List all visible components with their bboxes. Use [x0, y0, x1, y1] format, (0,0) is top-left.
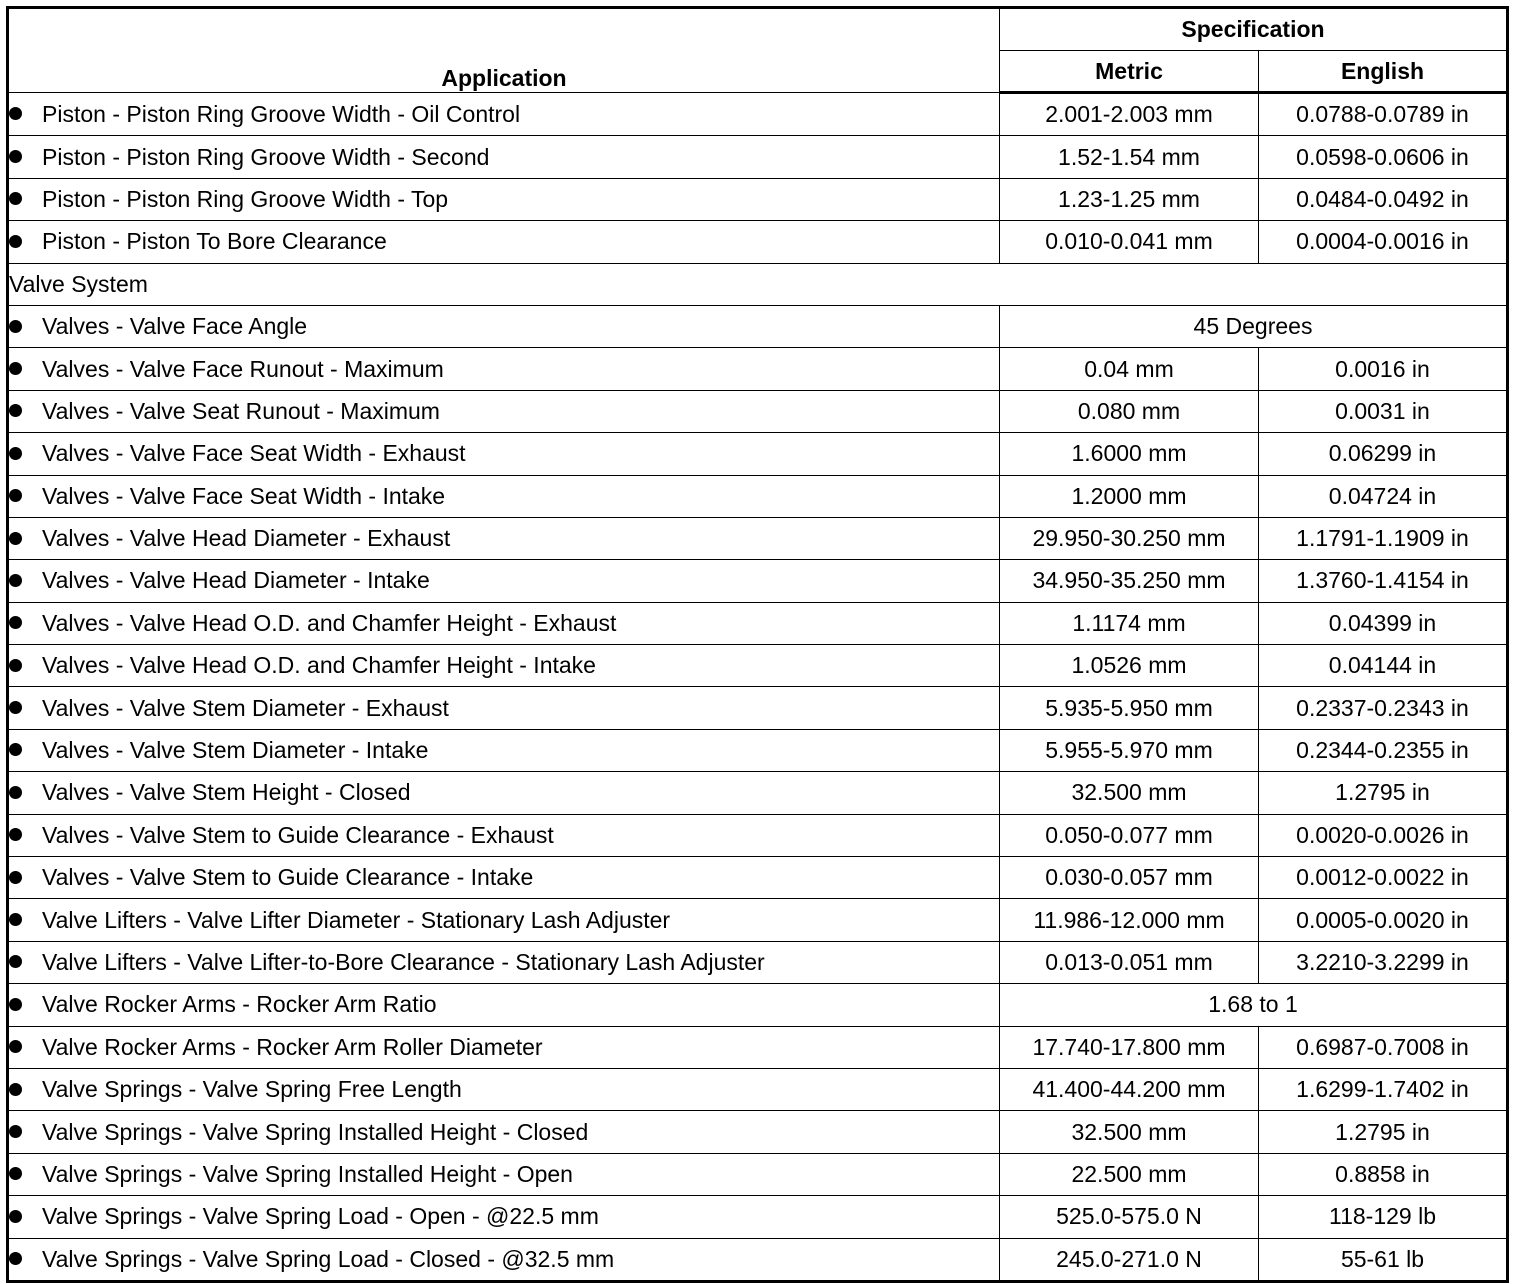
- bullet-icon: [9, 1125, 22, 1138]
- application-text: Valves - Valve Face Seat Width - Exhaust: [42, 440, 466, 467]
- application-cell: [8, 772, 1000, 814]
- english-cell: 0.04399 in: [1259, 602, 1508, 644]
- header-application: Application: [8, 8, 1000, 93]
- metric-cell: 32.500 mm: [1000, 1111, 1259, 1153]
- table-row: [8, 560, 1508, 602]
- application-cell: [8, 1196, 1000, 1238]
- table-row: [8, 136, 1508, 178]
- application-cell: [8, 433, 1000, 475]
- bullet-icon: [9, 998, 22, 1011]
- bullet-icon: [9, 532, 22, 545]
- table-row: [8, 645, 1508, 687]
- application-cell: [8, 517, 1000, 559]
- bullet-icon: [9, 701, 22, 714]
- application-cell: [8, 93, 1000, 136]
- table-row: [8, 899, 1508, 941]
- header-metric: Metric: [1000, 51, 1259, 93]
- application-text: Valves - Valve Head Diameter - Intake: [42, 567, 430, 594]
- application-text: Valves - Valve Seat Runout - Maximum: [42, 397, 440, 424]
- table-row: [8, 772, 1508, 814]
- bullet-icon: [9, 955, 22, 968]
- application-cell: [8, 390, 1000, 432]
- metric-cell: 1.52-1.54 mm: [1000, 136, 1259, 178]
- bullet-icon: [9, 828, 22, 841]
- english-cell: 3.2210-3.2299 in: [1259, 941, 1508, 983]
- table-row: [8, 390, 1508, 432]
- application-cell: [8, 1111, 1000, 1153]
- table-row: [8, 1068, 1508, 1110]
- english-cell: 0.04724 in: [1259, 475, 1508, 517]
- application-cell: [8, 687, 1000, 729]
- english-cell: 0.2337-0.2343 in: [1259, 687, 1508, 729]
- table-row: [8, 178, 1508, 220]
- application-cell: [8, 984, 1000, 1026]
- table-row: [8, 1238, 1508, 1281]
- application-text: Valves - Valve Head O.D. and Chamfer Height - Intake: [42, 652, 596, 679]
- metric-cell: 1.2000 mm: [1000, 475, 1259, 517]
- bullet-icon: [9, 786, 22, 799]
- metric-cell: 5.955-5.970 mm: [1000, 729, 1259, 771]
- bullet-icon: [9, 447, 22, 460]
- english-cell: 55-61 lb: [1259, 1238, 1508, 1281]
- bullet-icon: [9, 1252, 22, 1265]
- header-specification: Specification: [1000, 8, 1508, 51]
- table-row: [8, 941, 1508, 983]
- table-row: [8, 475, 1508, 517]
- application-text: Piston - Piston Ring Groove Width - Second: [42, 143, 490, 170]
- metric-cell: 34.950-35.250 mm: [1000, 560, 1259, 602]
- metric-cell: 1.0526 mm: [1000, 645, 1259, 687]
- metric-cell: 29.950-30.250 mm: [1000, 517, 1259, 559]
- bullet-icon: [9, 1040, 22, 1053]
- application-text: Valves - Valve Stem to Guide Clearance - Exhaust: [42, 821, 554, 848]
- english-cell: 0.0788-0.0789 in: [1259, 93, 1508, 136]
- table-row: [8, 433, 1508, 475]
- application-text: Valve Springs - Valve Spring Installed Height - Open: [42, 1160, 573, 1187]
- english-cell: 0.0598-0.0606 in: [1259, 136, 1508, 178]
- metric-cell: 22.500 mm: [1000, 1153, 1259, 1195]
- application-cell: [8, 857, 1000, 899]
- english-cell: 0.8858 in: [1259, 1153, 1508, 1195]
- application-cell: [8, 814, 1000, 856]
- table-row: [8, 602, 1508, 644]
- metric-cell: 0.050-0.077 mm: [1000, 814, 1259, 856]
- table-row: [8, 687, 1508, 729]
- application-cell: [8, 475, 1000, 517]
- metric-cell: 17.740-17.800 mm: [1000, 1026, 1259, 1068]
- bullet-icon: [9, 107, 22, 120]
- metric-cell: 1.1174 mm: [1000, 602, 1259, 644]
- table-row: [8, 221, 1508, 263]
- metric-cell: 0.010-0.041 mm: [1000, 221, 1259, 263]
- application-cell: [8, 136, 1000, 178]
- table-row: [8, 1196, 1508, 1238]
- application-text: Valves - Valve Stem Height - Closed: [42, 779, 411, 806]
- application-text: Valve Springs - Valve Spring Free Length: [42, 1076, 462, 1103]
- table-row: [8, 305, 1508, 347]
- header-english: English: [1259, 51, 1508, 93]
- english-cell: 0.04144 in: [1259, 645, 1508, 687]
- metric-cell: 0.04 mm: [1000, 348, 1259, 390]
- application-cell: [8, 729, 1000, 771]
- english-cell: 1.1791-1.1909 in: [1259, 517, 1508, 559]
- table-row: [8, 1026, 1508, 1068]
- metric-cell: 11.986-12.000 mm: [1000, 899, 1259, 941]
- application-text: Valves - Valve Stem to Guide Clearance - Intake: [42, 864, 534, 891]
- application-cell: [8, 221, 1000, 263]
- english-cell: 0.0016 in: [1259, 348, 1508, 390]
- table-body: [8, 93, 1508, 1282]
- application-cell: [8, 1026, 1000, 1068]
- english-cell: 0.0484-0.0492 in: [1259, 178, 1508, 220]
- application-cell: [8, 348, 1000, 390]
- application-text: Valves - Valve Face Angle: [42, 313, 308, 340]
- table-row: [8, 1153, 1508, 1195]
- application-cell: [8, 178, 1000, 220]
- table-row: [8, 1111, 1508, 1153]
- section-title: Valve System: [8, 263, 1508, 305]
- application-text: Valve Springs - Valve Spring Installed Height - Closed: [42, 1118, 589, 1145]
- english-cell: 1.2795 in: [1259, 1111, 1508, 1153]
- english-cell: 1.6299-1.7402 in: [1259, 1068, 1508, 1110]
- bullet-icon: [9, 1083, 22, 1096]
- english-cell: 0.6987-0.7008 in: [1259, 1026, 1508, 1068]
- english-cell: 118-129 lb: [1259, 1196, 1508, 1238]
- bullet-icon: [9, 362, 22, 375]
- metric-cell: 245.0-271.0 N: [1000, 1238, 1259, 1281]
- table-row: [8, 93, 1508, 136]
- english-cell: 0.0031 in: [1259, 390, 1508, 432]
- metric-cell: 0.013-0.051 mm: [1000, 941, 1259, 983]
- metric-cell: 1.23-1.25 mm: [1000, 178, 1259, 220]
- application-cell: [8, 899, 1000, 941]
- application-text: Valve Rocker Arms - Rocker Arm Roller Diameter: [42, 1033, 543, 1060]
- application-text: Piston - Piston To Bore Clearance: [42, 228, 387, 255]
- metric-cell: 0.030-0.057 mm: [1000, 857, 1259, 899]
- table-row: [8, 517, 1508, 559]
- section-row: [8, 263, 1508, 305]
- metric-cell: 5.935-5.950 mm: [1000, 687, 1259, 729]
- application-cell: [8, 602, 1000, 644]
- application-cell: [8, 1238, 1000, 1281]
- application-text: Valves - Valve Head O.D. and Chamfer Height - Exhaust: [42, 609, 617, 636]
- bullet-icon: [9, 404, 22, 417]
- metric-cell: 2.001-2.003 mm: [1000, 93, 1259, 136]
- english-cell: 0.0004-0.0016 in: [1259, 221, 1508, 263]
- metric-cell: 41.400-44.200 mm: [1000, 1068, 1259, 1110]
- specification-table: [6, 6, 1509, 1283]
- bullet-icon: [9, 616, 22, 629]
- spec-table-container: [6, 6, 1509, 1283]
- application-text: Valve Lifters - Valve Lifter-to-Bore Clearance - Stationary Lash Adjuster: [42, 949, 765, 975]
- bullet-icon: [9, 1167, 22, 1180]
- metric-cell: 32.500 mm: [1000, 772, 1259, 814]
- english-cell: 0.0012-0.0022 in: [1259, 857, 1508, 899]
- metric-cell: 525.0-575.0 N: [1000, 1196, 1259, 1238]
- application-text: Valves - Valve Face Seat Width - Intake: [42, 482, 446, 509]
- spec-value-cell: 1.68 to 1: [1000, 984, 1508, 1026]
- application-text: Valves - Valve Stem Diameter - Intake: [42, 737, 429, 764]
- application-cell: [8, 305, 1000, 347]
- english-cell: 1.2795 in: [1259, 772, 1508, 814]
- bullet-icon: [9, 871, 22, 884]
- application-text: Valves - Valve Face Runout - Maximum: [42, 355, 444, 382]
- table-row: [8, 348, 1508, 390]
- application-text: Piston - Piston Ring Groove Width - Top: [42, 185, 449, 212]
- english-cell: 0.2344-0.2355 in: [1259, 729, 1508, 771]
- english-cell: 0.06299 in: [1259, 433, 1508, 475]
- english-cell: 1.3760-1.4154 in: [1259, 560, 1508, 602]
- header-row-top: [8, 8, 1508, 51]
- application-cell: [8, 645, 1000, 687]
- table-row: [8, 857, 1508, 899]
- metric-cell: 0.080 mm: [1000, 390, 1259, 432]
- application-text: Valves - Valve Stem Diameter - Exhaust: [42, 694, 449, 721]
- table-row: [8, 984, 1508, 1026]
- table-row: [8, 729, 1508, 771]
- application-text: Valve Rocker Arms - Rocker Arm Ratio: [42, 991, 437, 1018]
- bullet-icon: [9, 320, 22, 333]
- bullet-icon: [9, 150, 22, 163]
- spec-value-cell: 45 Degrees: [1000, 305, 1508, 347]
- application-text: Valve Springs - Valve Spring Load - Open - @22.5 mm: [42, 1203, 599, 1230]
- bullet-icon: [9, 659, 22, 672]
- bullet-icon: [9, 192, 22, 205]
- english-cell: 0.0020-0.0026 in: [1259, 814, 1508, 856]
- bullet-icon: [9, 489, 22, 502]
- application-cell: [8, 1153, 1000, 1195]
- bullet-icon: [9, 743, 22, 756]
- bullet-icon: [9, 235, 22, 248]
- application-cell: [8, 560, 1000, 602]
- application-text: Valve Lifters - Valve Lifter Diameter - Stationary Lash Adjuster: [42, 906, 671, 933]
- metric-cell: 1.6000 mm: [1000, 433, 1259, 475]
- bullet-icon: [9, 574, 22, 587]
- application-text: Valve Springs - Valve Spring Load - Closed - @32.5 mm: [42, 1245, 615, 1272]
- bullet-icon: [9, 913, 22, 926]
- bullet-icon: [9, 1210, 22, 1223]
- application-text: Piston - Piston Ring Groove Width - Oil Control: [42, 100, 521, 127]
- table-row: [8, 814, 1508, 856]
- application-text: Valves - Valve Head Diameter - Exhaust: [42, 525, 451, 552]
- english-cell: 0.0005-0.0020 in: [1259, 899, 1508, 941]
- application-cell: [8, 1068, 1000, 1110]
- application-cell: [8, 941, 1000, 983]
